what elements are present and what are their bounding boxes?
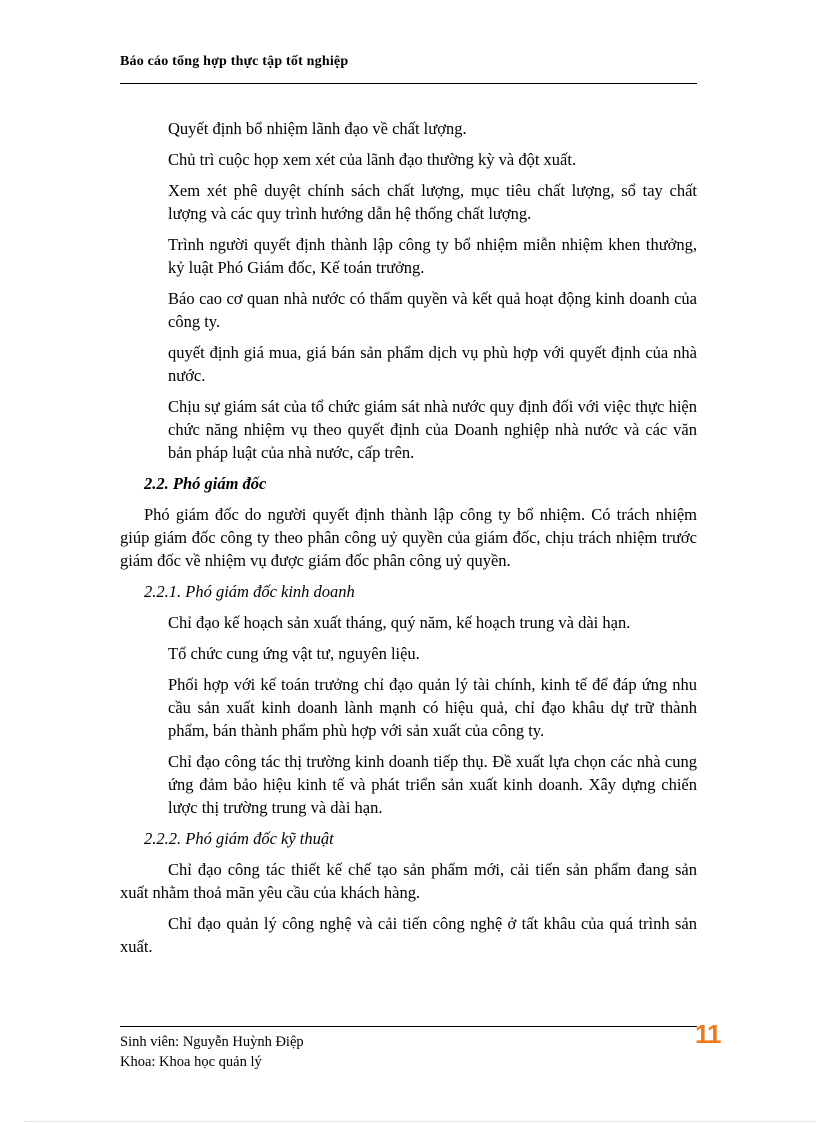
header-divider xyxy=(120,83,697,84)
page-bottom-edge xyxy=(24,1121,816,1122)
list-item: Xem xét phê duyệt chính sách chất lượng, mục tiêu chất lượng, sổ tay chất lượng và các quy trình hướng dẫn hệ thống chất lượng. xyxy=(168,181,697,223)
list-item: Quyết định bổ nhiệm lãnh đạo về chất lượng. xyxy=(168,119,467,138)
page-content xyxy=(120,117,697,966)
page-header-title: Báo cáo tổng hợp thực tập tốt nghiệp xyxy=(120,54,349,69)
section-paragraph: Phó giám đốc do người quyết định thành lập công ty bổ nhiệm. Có trách nhiệm giúp giám đốc công ty theo phân công uỷ quyền của giám đốc, chịu trách nhiệm trước giám đốc về nhiệm vụ được giám đốc phân công uỷ quyền. xyxy=(120,505,697,570)
footer-faculty: Khoa: Khoa học quản lý xyxy=(120,1054,262,1070)
list-item: Chỉ đạo kế hoạch sản xuất tháng, quý năm, kế hoạch trung và dài hạn. xyxy=(168,613,631,632)
list-item: Trình người quyết định thành lập công ty bổ nhiệm miễn nhiệm khen thưởng, kỷ luật Phó Giám đốc, Kế toán trưởng. xyxy=(168,235,697,277)
list-item: Phối hợp với kế toán trưởng chỉ đạo quản lý tài chính, kinh tế để đáp ứng nhu cầu sản xuất kinh doanh lành mạnh có hiệu quả, chỉ đạo khâu dự trữ thành phẩm, bán thành phẩm phù hợp với sản xuất của công ty. xyxy=(168,675,697,740)
paragraph: Chỉ đạo công tác thiết kế chế tạo sản phẩm mới, cải tiến sản phẩm đang sản xuất nhằm thoả mãn yêu cầu của khách hàng. xyxy=(120,860,697,902)
list-item: Chịu sự giám sát của tổ chức giám sát nhà nước quy định đối với việc thực hiện chức năng nhiệm vụ theo quyết định của Doanh nghiệp nhà nước và các văn bản pháp luật của nhà nước, cấp trên. xyxy=(168,397,697,462)
list-item: Báo cao cơ quan nhà nước có thẩm quyền và kết quả hoạt động kinh doanh của công ty. xyxy=(168,289,697,331)
footer-student: Sinh viên: Nguyễn Huỳnh Điệp xyxy=(120,1034,304,1050)
subsection-heading-technical: 2.2.2. Phó giám đốc kỹ thuật xyxy=(144,829,334,848)
list-item: Chỉ đạo công tác thị trường kinh doanh tiếp thụ. Đề xuất lựa chọn các nhà cung ứng đảm bảo hiệu kinh tế và phát triển sản xuất kinh doanh. Xây dựng chiến lược thị trường trung và dài hạn. xyxy=(168,752,697,817)
list-item: quyết định giá mua, giá bán sản phẩm dịch vụ phù hợp với quyết định của nhà nước. xyxy=(168,343,697,385)
subsection-heading-business: 2.2.1. Phó giám đốc kinh doanh xyxy=(144,582,355,601)
list-item: Chủ trì cuộc họp xem xét của lãnh đạo thường kỳ và đột xuất. xyxy=(168,150,577,169)
footer-divider xyxy=(120,1026,697,1027)
page-number: 11 xyxy=(695,1019,721,1049)
paragraph: Chỉ đạo quản lý công nghệ và cải tiến công nghệ ở tất khâu của quá trình sản xuất. xyxy=(120,914,697,956)
section-heading: 2.2. Phó giám đốc xyxy=(144,474,267,493)
list-item: Tổ chức cung ứng vật tư, nguyên liệu. xyxy=(168,644,420,663)
